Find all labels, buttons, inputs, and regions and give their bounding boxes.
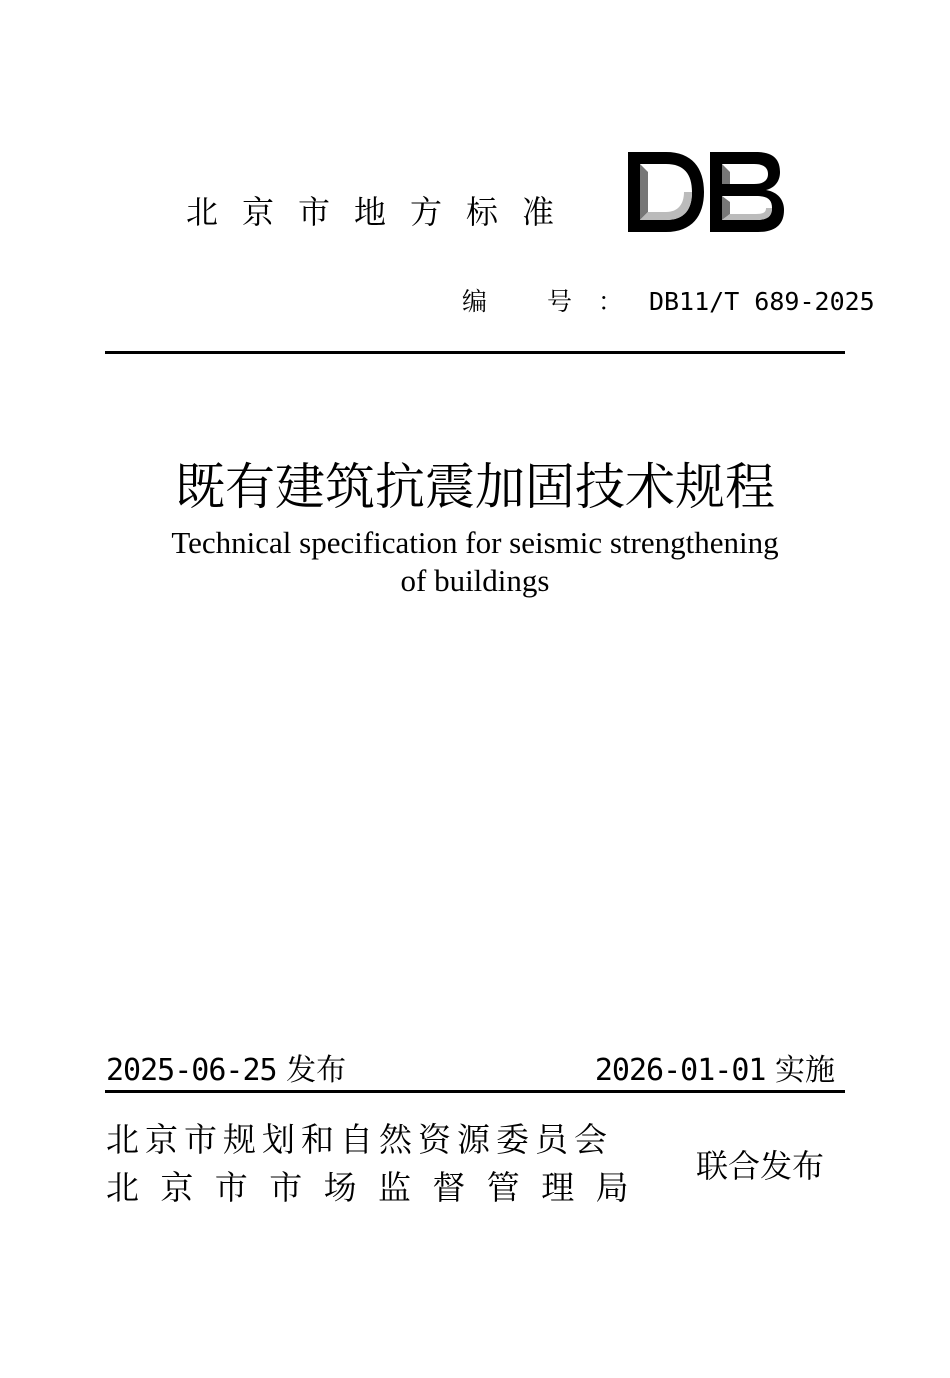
top-rule (105, 351, 845, 354)
title-chinese: 既有建筑抗震加固技术规程 (175, 458, 775, 516)
implement-date (595, 1050, 835, 1092)
standard-number-label: 编 号： (462, 287, 649, 316)
implement-date-value: 2026-01-01 (594, 1053, 766, 1088)
standard-type: 北京市地方标准 (186, 193, 579, 231)
bottom-rule (105, 1090, 845, 1093)
title-english-line2: of buildings (400, 563, 550, 598)
issue-date (106, 1050, 346, 1092)
issue-date-label: 发布 (286, 1053, 347, 1088)
joint-issue-label: 联合发布 (696, 1147, 825, 1185)
title-english-line1: Technical specification for seismic strengthening (171, 525, 779, 560)
standard-number-code: DB11/T 689-2025 (648, 287, 875, 316)
db-logo (626, 150, 786, 234)
implement-date-label: 实施 (775, 1053, 835, 1088)
standard-number (462, 284, 875, 320)
title-english (0, 524, 950, 600)
issuer-market-bureau: 北京市市场监督管理局 (106, 1168, 650, 1207)
issuer-planning-commission: 北京市规划和自然资源委员会 (106, 1120, 613, 1159)
issue-date-value: 2025-06-25 (106, 1053, 277, 1088)
